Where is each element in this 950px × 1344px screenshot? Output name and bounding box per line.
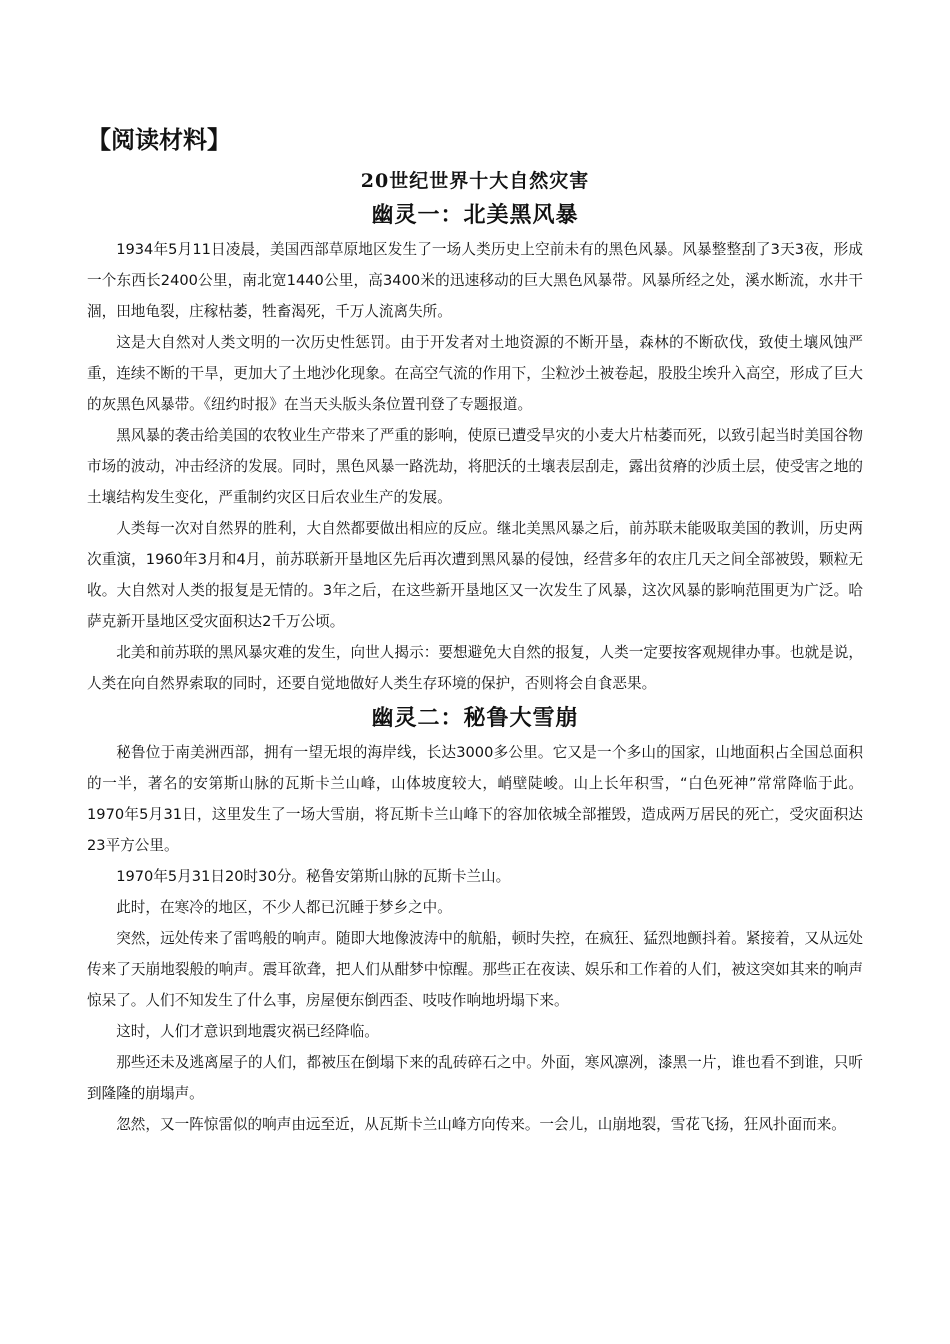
paragraph: 忽然，又一阵惊雷似的响声由远至近，从瓦斯卡兰山峰方向传来。一会儿，山崩地裂，雪花飞扬，狂风扑面而来。	[116, 1116, 846, 1133]
paragraph: 人类每一次对自然界的胜利，大自然都要做出相应的反应。继北美黑风暴之后，前苏联未能吸取美国的教训，历史两次重演，1960年3月和4月，前苏联新开垦地区先后再次遭到黑风暴的侵蚀，经营多年的农庄几天之间全部被毁，颗粒无收。大自然对人类的报复是无情的。3年之后，在这些新开垦地区又一次发生了风暴，这次风暴的影响范围更为广泛。哈萨克新开垦地区受灾面积达2千万公顷。	[87, 520, 863, 630]
paragraph: 这时，人们才意识到地震灾祸已经降临。	[116, 1023, 379, 1040]
paragraph: 突然，远处传来了雷鸣般的响声。随即大地像波涛中的航船，顿时失控，在疯狂、猛烈地颤抖着。紧接着，又从远处传来了天崩地裂般的响声。震耳欲聋，把人们从酣梦中惊醒。那些正在夜读、娱乐和工作着的人们，被这突如其来的响声惊呆了。人们不知发生了什么事，房屋便东倒西歪、吱吱作响地坍塌下来。	[87, 930, 863, 1009]
section-heading-avalanche: 幽灵二：秘鲁大雪崩	[371, 705, 579, 731]
paragraph: 黑风暴的袭击给美国的农牧业生产带来了严重的影响，使原已遭受旱灾的小麦大片枯萎而死，以致引起当时美国谷物市场的波动，冲击经济的发展。同时，黑色风暴一路洗劫，将肥沃的土壤表层刮走，露出贫瘠的沙质土层，使受害之地的土壤结构发生变化，严重制约灾区日后农业生产的发展。	[87, 427, 863, 506]
paragraph: 这是大自然对人类文明的一次历史性惩罚。由于开发者对土地资源的不断开垦，森林的不断砍伐，致使土壤风蚀严重，连续不断的干旱，更加大了土地沙化现象。在高空气流的作用下，尘粒沙土被卷起，股股尘埃升入高空，形成了巨大的灰黑色风暴带。《纽约时报》在当天头版头条位置刊登了专题报道。	[87, 334, 863, 413]
paragraph: 1970年5月31日20时30分。秘鲁安第斯山脉的瓦斯卡兰山。	[116, 868, 511, 885]
section-heading-black-storm: 幽灵一：北美黑风暴	[371, 202, 579, 228]
paragraph: 那些还未及逃离屋子的人们，都被压在倒塌下来的乱砖碎石之中。外面，寒风凛冽，漆黑一片，谁也看不到谁，只听到隆隆的崩塌声。	[87, 1054, 863, 1102]
paragraph: 1934年5月11日凌晨，美国西部草原地区发生了一场人类历史上空前未有的黑色风暴。风暴整整刮了3天3夜，形成一个东西长2400公里，南北宽1440公里，高3400米的迅速移动的巨大黑色风暴带。风暴所经之处，溪水断流，水井干涸，田地龟裂，庄稼枯萎，牲畜渴死，千万人流离失所。	[87, 241, 863, 320]
reading-material-label: 【阅读材料】	[87, 126, 231, 154]
paragraph: 秘鲁位于南美洲西部，拥有一望无垠的海岸线，长达3000多公里。它又是一个多山的国家，山地面积占全国总面积的一半，著名的安第斯山脉的瓦斯卡兰山峰，山体坡度较大，峭壁陡峻。山上长年积雪，“白色死神”常常降临于此。1970年5月31日，这里发生了一场大雪崩，将瓦斯卡兰山峰下的容加依城全部摧毁，造成两万居民的死亡，受灾面积达23平方公里。	[87, 744, 863, 854]
document-title: 20世纪世界十大自然灾害	[360, 170, 590, 192]
paragraph: 此时，在寒冷的地区，不少人都已沉睡于梦乡之中。	[116, 899, 452, 916]
paragraph: 北美和前苏联的黑风暴灾难的发生，向世人揭示：要想避免大自然的报复，人类一定要按客观规律办事。也就是说，人类在向自然界索取的同时，还要自觉地做好人类生存环境的保护，否则将会自食恶果。	[87, 644, 863, 692]
document-page	[87, 120, 863, 1140]
